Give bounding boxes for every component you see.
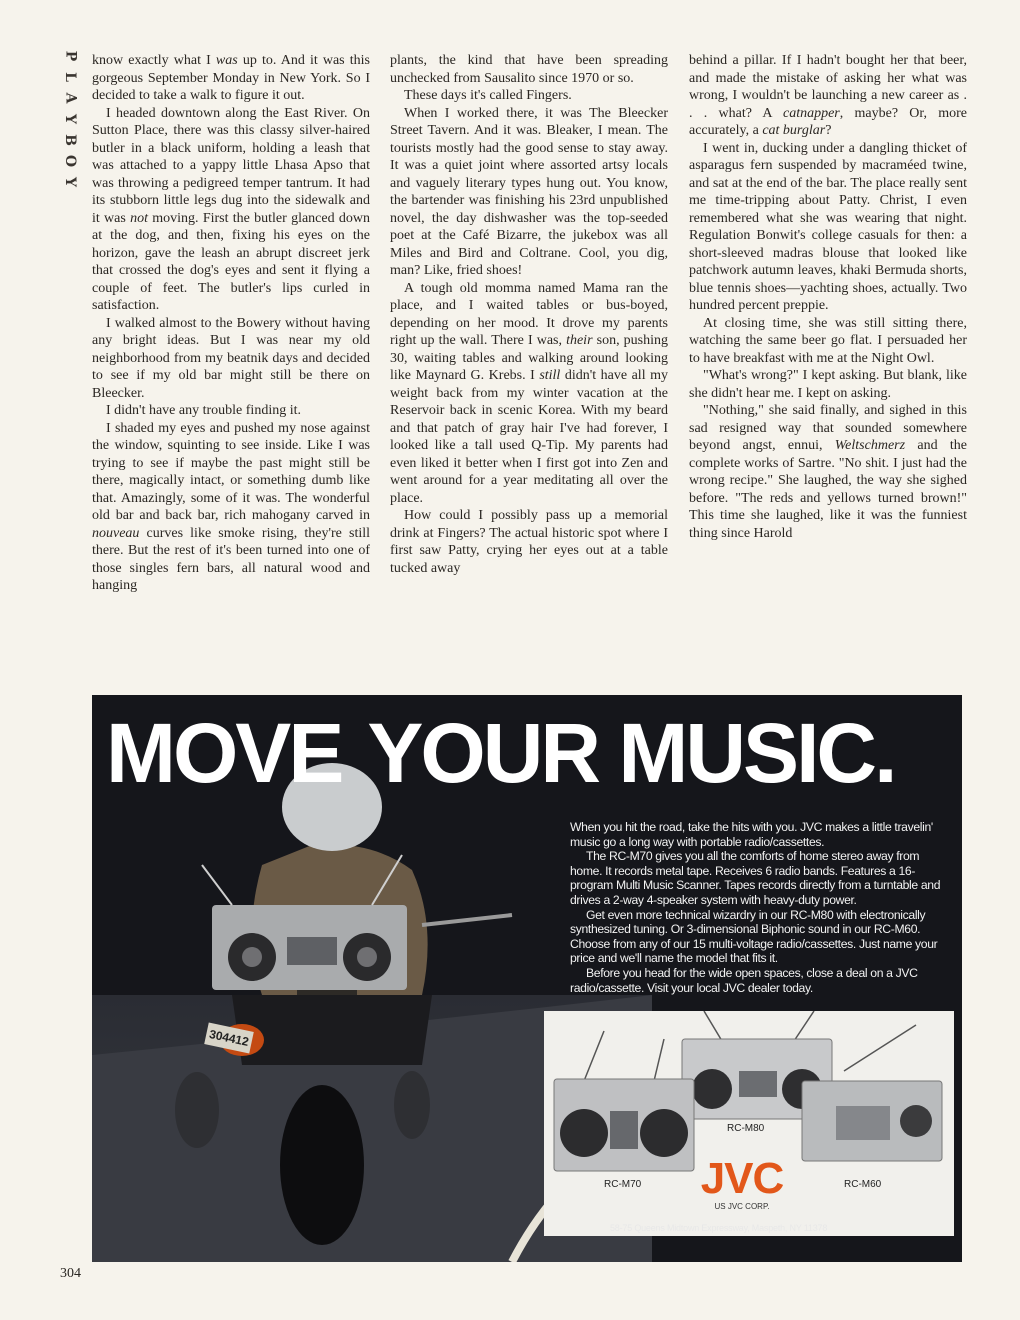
- product-showcase: [544, 1011, 954, 1236]
- article-column-3: [689, 52, 967, 658]
- article-column-2: [390, 52, 668, 658]
- article-column-1: [92, 52, 370, 658]
- article-paragraph: These days it's called Fingers.: [404, 88, 572, 103]
- article-paragraph: At closing time, she was still sitting there, watching the same beer go flat. I persuaded her to have breakfast with me at the Night Owl.: [689, 315, 967, 366]
- italic-text: cat burglar: [762, 123, 826, 138]
- jvc-corp-label: US JVC CORP.: [714, 1202, 770, 1211]
- article-paragraph: I headed downtown along the East River. On Sutton Place, there was this classy silver-haired butler in a black uniform, holding a leash that was attached to a yappy little Lhasa Apso that was throwing a pedigreed temper tantrum. It had its stubborn little legs dug into the sidewalk and it was not moving. First the butler glanced down at the dog, and then, fixing his eyes on the horizon, gave the leash an abrupt discreet jerk that crossed the dog's eyes and sent it flying a couple of feet. The butler's lips curled in satisfaction.: [92, 105, 370, 313]
- magazine-name-letter: Y: [62, 114, 78, 124]
- article-paragraph: I walked almost to the Bowery without having any bright ideas. But I was near my old neighborhood from my beatnik days and decided to see if my old bar might still be there on Bleecker.: [92, 315, 370, 401]
- magazine-name-letter: A: [62, 92, 78, 104]
- italic-text: still: [539, 368, 561, 383]
- headline-part-1: MOVE: [106, 706, 342, 800]
- article-paragraph: How could I possibly pass up a memorial drink at Fingers? The actual historic spot where I first saw Patty, crying her eyes out at a table tucked away: [390, 508, 668, 576]
- article-paragraph: I shaded my eyes and pushed my nose against the window, squinting to see inside. Like I was trying to see if maybe the past might still be there, magically intact, or something dumb like that. Amazingly, some of it was. The wonderful old bar and back bar, rich mahogany carved in nouveau curves like smoke rising, they're still there. But the rest of it's been turned into one of those singles fern bars, all natural wood and hanging: [92, 420, 370, 593]
- italic-text: their: [566, 333, 593, 348]
- italic-text: Weltschmerz: [834, 438, 906, 453]
- license-plate: 304412: [204, 1022, 254, 1053]
- ad-paragraph: The RC-M70 gives you all the comforts of home stereo away from home. It records metal tape. Receives 6 radio bands. Features a 16-program Multi Music Scanner. Tapes records directly from a turntable and drives a 2-way 4-speaker system with heavy-duty power.: [570, 849, 941, 907]
- magazine-name-letter: P: [62, 50, 78, 62]
- article-paragraph: A tough old momma named Mama ran the place, and I waited tables or bus-boyed, depending on her mood. It drove my parents right up the wall. There I was, their son, pushing 30, waiting tables and walking around looking like Maynard G. Krebs. I still didn't have all my weight back from my winter vacation at the Reservoir back in scenic Korea. With my beard and that patch of gray hair I've had forever, I looked like a tall used Q-Tip. My parents had even liked it better when I first got into Zen and went around for a year meditating all over the place.: [390, 280, 668, 506]
- italic-text: was: [215, 53, 238, 68]
- italic-text: catnapper: [782, 105, 840, 121]
- italic-text: not: [130, 210, 148, 226]
- article-paragraph: "Nothing," she said finally, and sighed in this sad resigned way that sounded somewhere beyond angst, ennui, Weltschmerz and the complete works of Sartre. "No shit. I just had the wrong recipe." She laughed, the way she sighed before. "The reds and yellows turned brown!" This time she laughed, like it was the funniest thing since Harold: [689, 403, 967, 541]
- ad-paragraph: When you hit the road, take the hits with you. JVC makes a little travelin' music go a long way with portable radio/cassettes.: [570, 820, 933, 849]
- magazine-name-letter: O: [61, 154, 78, 168]
- jvc-logo: JVC: [700, 1154, 784, 1203]
- article-paragraph: I didn't have any trouble finding it.: [106, 403, 301, 418]
- page-number: 304: [60, 1266, 81, 1281]
- article-paragraph: When I worked there, it was The Bleecker Street Tavern. And it was. Bleaker, I mean. The tourists mostly had the good sense to stay away. It was a quiet joint where assorted artsy locals and vaguely literary types hung out. You know, the bartender was finishing his 23rd unpublished novel, the day dishwasher was the top-seeded poet at the Café Bizarre, the jukebox was all Miles and Bird and Coltrane. Cool, you dig, man? Like, fried shoes!: [390, 105, 668, 278]
- rear-tire: [280, 1085, 364, 1245]
- article-paragraph: behind a pillar. If I hadn't bought her that beer, and made the mistake of asking her what was wrong, I wouldn't be launching a new career as . . . what? A catnapper, maybe? Or, more accurately, a cat burglar?: [689, 53, 967, 138]
- ad-headline: [106, 706, 962, 800]
- ad-body-copy: [570, 820, 952, 995]
- italic-text: nouveau: [92, 525, 140, 541]
- article-paragraph: know exactly what I was up to. And it was this gorgeous September Monday in New York. So I decided to take a walk to figure it out.: [92, 53, 370, 103]
- label-rc-m70: RC-M70: [604, 1179, 642, 1190]
- jvc-advertisement: [92, 695, 962, 1262]
- magazine-name-letter: Y: [62, 177, 78, 187]
- label-rc-m60: RC-M60: [844, 1179, 882, 1190]
- label-rc-m80: RC-M80: [727, 1123, 765, 1134]
- article-paragraph: I went in, ducking under a dangling thicket of asparagus fern suspended by macraméed twine, and sat at the end of the bar. The place really sent me time-tripping about Patty. Christ, I even remembered what she was wearing that night. Regulation Bonwit's college casuals for then: a short-sleeved madras blouse that looked like patchwork autumn leaves, khaki Bermuda shorts, blue tennis shoes—yachting shoes, actually. Two hundred percent preppie.: [689, 140, 967, 313]
- magazine-name-letter: L: [62, 72, 78, 82]
- ad-address: 58-75 Queens Midtown Expressway, Maspeth, NY 11378: [610, 1223, 828, 1233]
- ad-paragraph: Before you head for the wide open spaces, close a deal on a JVC radio/cassette. Visit your local JVC dealer today.: [570, 965, 918, 995]
- ad-paragraph: Get even more technical wizardry in our RC-M80 with electronically synthesized tuning. Or 3-dimensional Biphonic sound in our RC-M60. Choose from any of our 15 multi-voltage radio/cassettes. Just name your price and we'll name the model that fits it.: [570, 907, 938, 966]
- article-paragraph: plants, the kind that have been spreading unchecked from Sausalito since 1970 or so.: [390, 53, 668, 86]
- headline-part-2: YOUR MUSIC.: [367, 706, 895, 800]
- magazine-name-vertical: [58, 48, 82, 208]
- article-paragraph: "What's wrong?" I kept asking. But blank, like she didn't hear me. I kept on asking.: [689, 368, 967, 401]
- magazine-name-letter: B: [62, 134, 78, 146]
